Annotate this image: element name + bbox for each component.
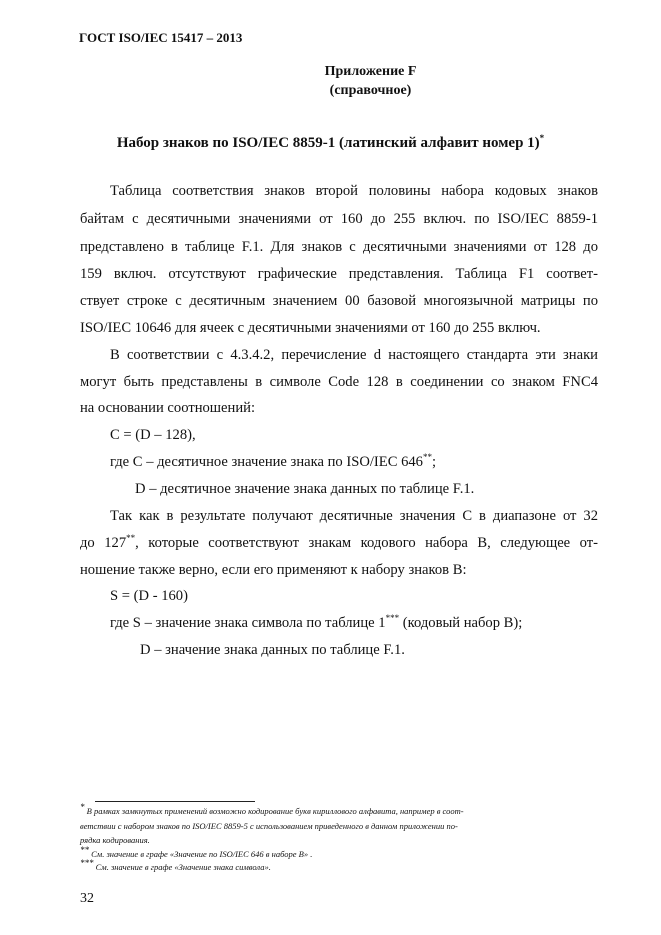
para1-line: Таблица соответствия знаков второй половины набора кодовых знаков [110,183,598,199]
para3-line-part: , которые соответствуют знакам кодового набора B, следующее от- [135,535,598,551]
formula-c: C = (D – 128), [110,427,196,443]
formula-c-where [110,453,436,471]
footnote-1 [80,802,464,816]
document-header: ГОСТ ISO/IEC 15417 – 2013 [79,30,243,45]
footnote-1-line: ветствии с набором знаков по ISO/IEC 8859-5 с использованием приведенного в данном приложении по- [80,821,458,831]
footnote-mark: *** [80,858,94,869]
formula-c-where-text: где C – десятичное значение знака по ISO/IEC 646 [110,454,423,470]
formula-s-where-text: где S – значение знака символа по таблице 1 [110,615,386,631]
footnote-3 [80,858,271,872]
formula-s: S = (D - 160) [110,588,188,604]
footnote-1-line: В рамках замкнутых применений возможно кодирование букв кириллового алфавита, например в соот- [86,806,464,816]
footnote-divider [95,801,255,802]
formula-s-where [110,614,522,632]
footnote-mark: * [80,802,85,813]
para1-line: байтам с десятичными значениями от 160 до 255 включ. по ISO/IEC 8859-1 [80,211,598,227]
footnote-mark: *** [385,613,400,624]
appendix-name: Приложение F [324,64,417,79]
section-title [0,135,661,152]
page-number: 32 [80,891,94,906]
formula-d2-where: D – значение знака данных по таблице F.1. [140,642,405,658]
para1-line: ISO/IEC 10646 для ячеек с десятичными значениями от 160 до 255 включ. [80,320,541,336]
footnote-mark: ** [422,452,432,463]
para2-line: В соответствии с 4.3.4.2, перечисление d настоящего стандарта эти знаки [110,347,598,363]
footnote-2-text: См. значение в графе «Значение по ISO/IEC 646 в наборе B» . [91,849,313,859]
formula-d-where: D – десятичное значение знака данных по таблице F.1. [135,481,475,497]
para3-line: Так как в результате получают десятичные значения C в диапазоне от 32 [110,508,598,524]
section-title-text: Набор знаков по ISO/IEC 8859-1 (латинский алфавит номер 1) [116,135,540,151]
formula-s-where-end: (кодовый набор B); [399,615,523,631]
para1-line: ствует строке с десятичным значением 00 базовой многоязычной матрицы по [80,293,598,309]
para3-line [80,534,598,552]
formula-c-where-end: ; [431,454,437,470]
footnote-mark: * [539,133,545,143]
footnote-mark: ** [80,845,89,856]
para2-line: на основании соотношений: [80,400,255,416]
footnote-mark: ** [126,533,136,544]
footnote-1-line: рядка кодирования. [80,835,150,845]
footnote-2 [80,845,313,859]
para1-line: представлено в таблице F.1. Для знаков с десятичными значениями от 128 до [80,239,598,255]
footnote-3-text: См. значение в графе «Значение знака символа». [95,862,271,872]
para1-line: 159 включ. отсутствуют графические представления. Таблица F1 соответ- [80,266,598,282]
para3-line-part: до 127 [80,535,127,551]
para3-line: ношение также верно, если его применяют к набору знаков B: [80,562,467,578]
para2-line: могут быть представлены в символе Code 128 в соединении со знаком FNC4 [80,374,598,390]
appendix-kind: (справочное) [329,83,412,98]
